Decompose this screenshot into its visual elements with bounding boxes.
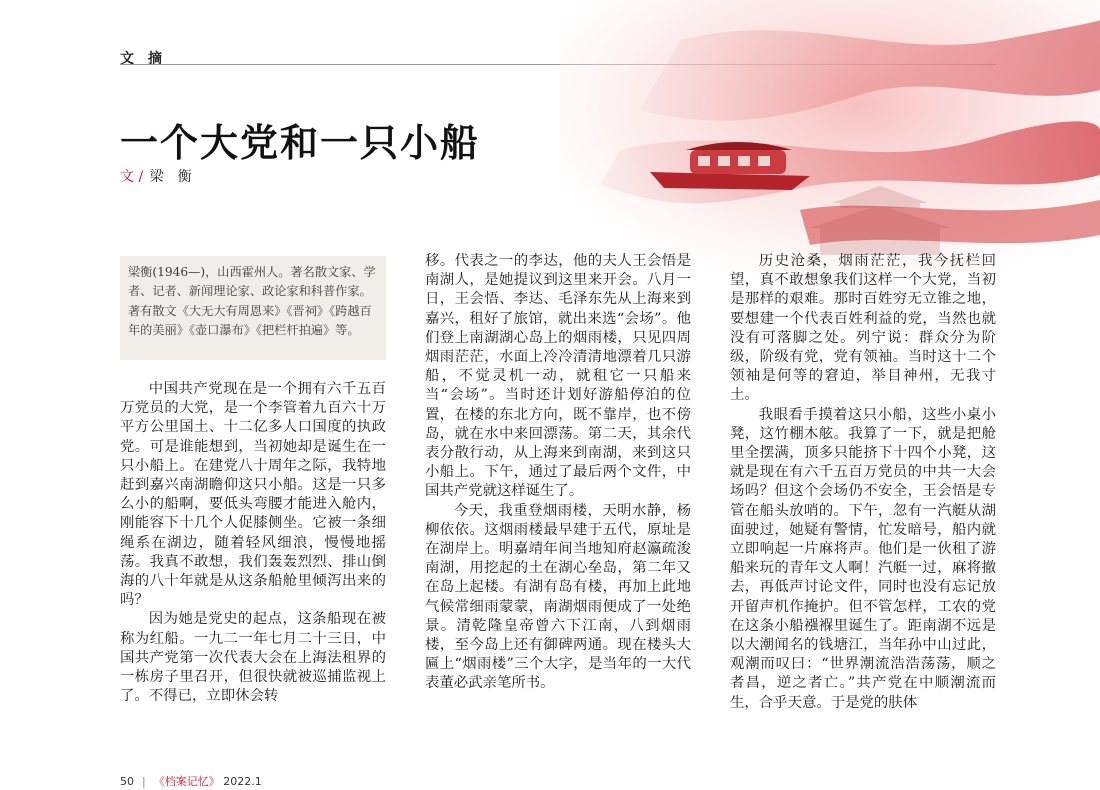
paragraph: 因为她是党史的起点，这条船现在被称为红船。一九二一年七月二十三日，中国共产党第一次代表大会在上海法租界的一栋房子里召开，但很快就被巡捕监视上了。不得已，立即休会转 <box>120 611 386 705</box>
author-bio: 梁衡(1946—)，山西霍州人。著名散文家、学者、记者、新闻理论家、政论家和科普作家。著有散文《大无大有周恩来》《晋祠》《跨越百年的美丽》《壶口瀑布》《把栏杆拍遍》等。 <box>128 265 376 337</box>
author-name: 梁衡 <box>149 169 206 185</box>
paragraph: 我眼看手摸着这只小船，这些小桌小凳，这竹棚木舷。我算了一下，就是把舱里全摆满，顶多只能挤下十四个小凳，这就是现在有六千五百万党员的中共一大会场吗？但这个会场仍不安全，王会悟是专管在船头放哨的。下午，忽有一汽艇从湖面驶过，她疑有警情，忙发暗号，船内就立即响起一片麻将声。他们是一伙租了游船来玩的青年文人啊！汽艇一过，麻将撤去，再低声讨论文件，同时也没有忘记放开留声机作掩护。但不管怎样，工农的党在这条小船襁褓里诞生了。距南湖不远是以大潮闻名的钱塘江，当年孙中山过此，观潮而叹曰：“世界潮流浩浩荡荡，顺之者昌，逆之者亡。”共产党在中顺潮流而生，合乎天意。于是党的肤体 <box>730 406 996 711</box>
author-bio-box <box>120 256 386 360</box>
article-title: 一个大党和一只小船 <box>120 120 481 165</box>
text-column-1 <box>120 380 386 706</box>
paragraph: 历史沧桑，烟雨茫茫，我今抚栏回望，真不敢想象我们这样一个大党，当初是那样的艰难。那时百姓穷无立锥之地，要想建一个代表百姓利益的党，当然也就没有可落脚之处。列宁说：群众分为阶级，阶级有党，党有领袖。当时这十二个领袖是何等的窘迫，举目神州，无我寸土。 <box>730 253 996 404</box>
text-column-2 <box>425 252 691 694</box>
page-footer <box>120 773 262 789</box>
byline-prefix: 文 / <box>120 169 144 185</box>
issue-number: 2022.1 <box>223 775 262 788</box>
paragraph: 中国共产党现在是一个拥有六千五百万党员的大党，是一个李管着九百六十万平方公里国土、十二亿多人口国度的执政党。可是谁能想到，当初她却是诞生在一只小船上。在建党八十周年之际，我特地赶到嘉兴南湖瞻仰这只小船。这是一只多么小的船啊，要低头弯腰才能进入舱内，刚能容下十几个人促膝侧坐。它被一条细绳系在湖边，随着轻风细浪，慢慢地摇荡。我真不敢想，我们轰轰烈烈、排山倒海的八十年就是从这条船舱里倾泻出来的吗？ <box>120 381 386 609</box>
text-column-3 <box>730 252 996 713</box>
byline <box>120 166 206 186</box>
footer-separator: | <box>142 775 146 788</box>
section-label: 文摘 <box>120 51 176 67</box>
magazine-name: 《档案记忆》 <box>153 775 220 788</box>
paragraph: 今天，我重登烟雨楼，天明水静，杨柳依依。这烟雨楼最早建于五代，原址是在湖岸上。明嘉靖年间当地知府赵瀛疏浚南湖，用挖起的土在湖心垒岛，第二年又在岛上起楼。有湖有岛有楼，再加上此地气候常细雨蒙蒙，南湖烟雨便成了一处绝景。清乾隆皇帝曾六下江南，八到烟雨楼，至今岛上还有御碑两通。现在楼头大匾上“烟雨楼”三个大字，是当年的一大代表董必武亲笔所书。 <box>425 502 691 692</box>
paragraph: 移。代表之一的李达，他的夫人王会悟是南湖人，是她提议到这里来开会。八月一日，王会悟、李达、毛泽东先从上海来到嘉兴，租好了旅馆，就出来选“会场”。他们登上南湖湖心岛上的烟雨楼，只见四周烟雨茫茫，水面上冷冷清清地漂着几只游船，不觉灵机一动，就租它一只船来当“会场”。当时还计划好游船停泊的位置，在楼的东北方向，既不靠岸，也不傍岛，就在水中来回漂荡。第二天，其余代表分散行动，从上海来到南湖，来到这只小船上。下午，通过了最后两个文件，中国共产党就这样诞生了。 <box>425 253 691 500</box>
page-number: 50 <box>120 775 134 788</box>
